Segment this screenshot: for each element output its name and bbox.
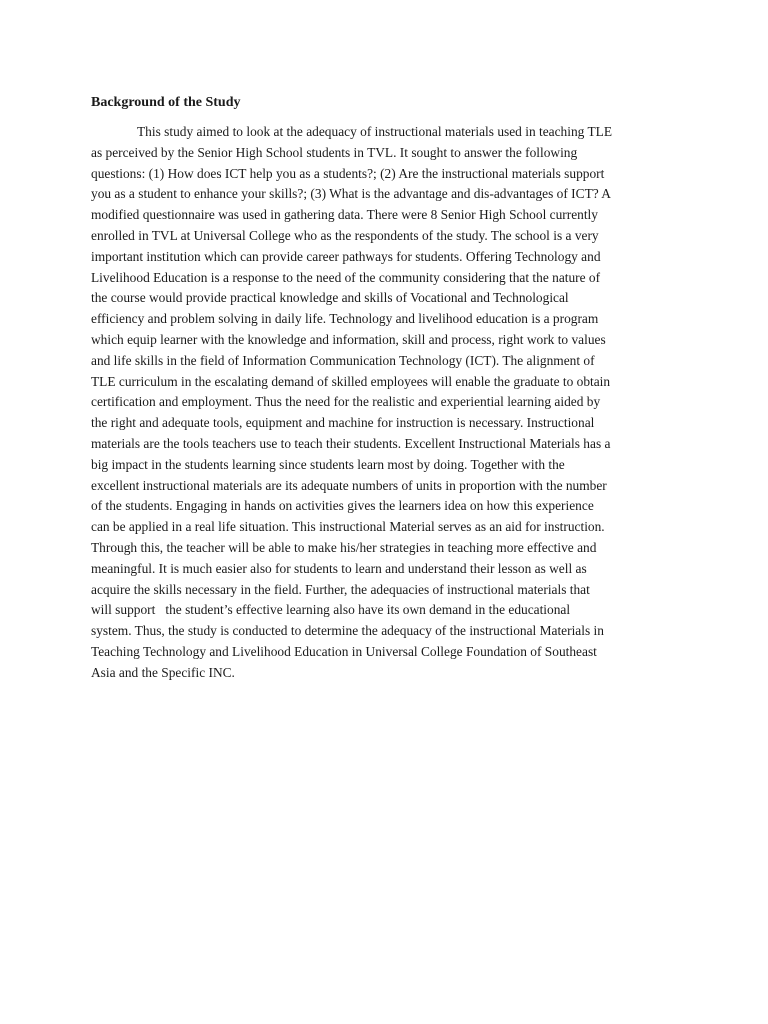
paragraph-line: materials are the tools teachers use to teach their students. Excellent Instructional Materials has a bbox=[91, 435, 611, 451]
paragraph-line: Asia and the Specific INC. bbox=[91, 664, 235, 680]
paragraph-line: TLE curriculum in the escalating demand of skilled employees will enable the graduate to obtain bbox=[91, 373, 611, 389]
document-content bbox=[91, 94, 679, 684]
paragraph-line: acquire the skills necessary in the field. Further, the adequacies of instructional materials that bbox=[91, 581, 590, 597]
paragraph-line: excellent instructional materials are its adequate numbers of units in proportion with the number bbox=[91, 477, 607, 493]
paragraph-line: big impact in the students learning since students learn most by doing. Together with the bbox=[91, 456, 565, 472]
paragraph-line: Livelihood Education is a response to the need of the community considering that the nature of bbox=[91, 269, 601, 285]
paragraph-line: This study aimed to look at the adequacy of instructional materials used in teaching TLE bbox=[137, 124, 612, 139]
paragraph-line: meaningful. It is much easier also for students to learn and understand their lesson as well as bbox=[91, 560, 587, 576]
paragraph-line: modified questionnaire was used in gathering data. There were 8 Senior High School currently bbox=[91, 207, 598, 223]
paragraph-line: and life skills in the field of Information Communication Technology (ICT). The alignment of bbox=[91, 352, 595, 368]
paragraph-line: enrolled in TVL at Universal College who as the respondents of the study. The school is a very bbox=[91, 227, 599, 243]
paragraph-line: Teaching Technology and Livelihood Education in Universal College Foundation of Southeast bbox=[91, 643, 597, 659]
paragraph-line: system. Thus, the study is conducted to determine the adequacy of the instructional Materials in bbox=[91, 623, 604, 639]
paragraph-line: efficiency and problem solving in daily life. Technology and livelihood education is a program bbox=[91, 311, 599, 327]
paragraph-line: questions: (1) How does ICT help you as a students?; (2) Are the instructional materials support bbox=[91, 165, 605, 181]
paragraph-line: important institution which can provide career pathways for students. Offering Technology and bbox=[91, 248, 601, 264]
paragraph-line: certification and employment. Thus the need for the realistic and experiential learning aided by bbox=[91, 394, 601, 410]
paragraph-line: as perceived by the Senior High School students in TVL. It sought to answer the following bbox=[91, 144, 578, 160]
paragraph-line: Through this, the teacher will be able to make his/her strategies in teaching more effective and bbox=[91, 539, 597, 555]
paragraph-line: which equip learner with the knowledge and information, skill and process, right work to values bbox=[91, 331, 606, 347]
paragraph-line: you as a student to enhance your skills?; (3) What is the advantage and dis-advantages of ICT? A bbox=[91, 186, 611, 202]
body-paragraph bbox=[91, 122, 679, 684]
paragraph-line: will support the student’s effective learning also have its own demand in the educational bbox=[91, 602, 571, 618]
paragraph-line: can be applied in a real life situation. This instructional Material serves as an aid for instruction. bbox=[91, 519, 605, 535]
section-heading: Background of the Study bbox=[91, 95, 241, 110]
paragraph-line: the course would provide practical knowledge and skills of Vocational and Technological bbox=[91, 290, 569, 306]
paragraph-line: of the students. Engaging in hands on activities gives the learners idea on how this experience bbox=[91, 498, 594, 514]
paragraph-line: the right and adequate tools, equipment and machine for instruction is necessary. Instructional bbox=[91, 415, 595, 431]
